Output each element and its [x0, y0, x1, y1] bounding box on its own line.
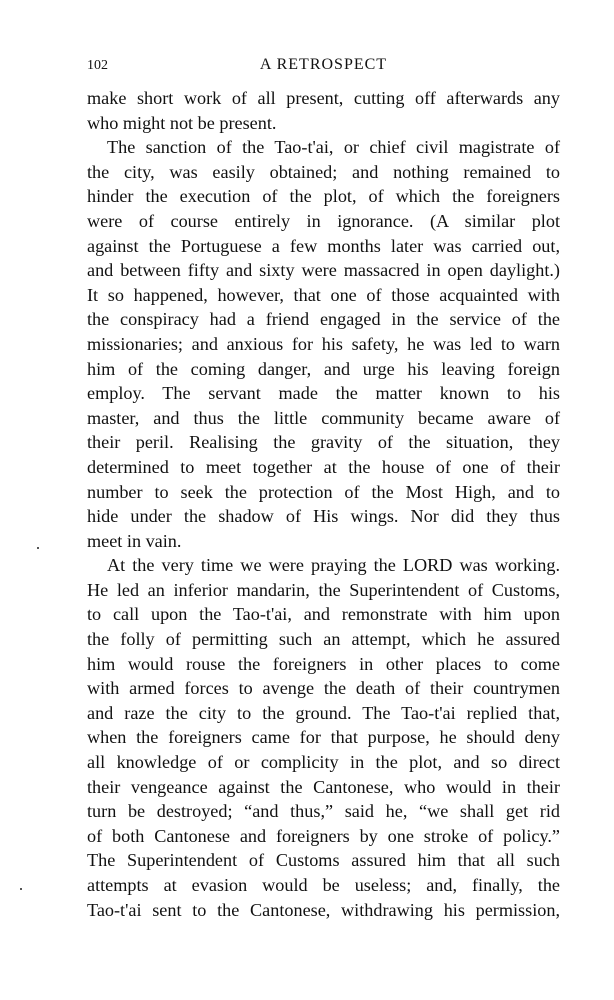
page-body-text	[87, 86, 560, 922]
running-title: A RETROSPECT	[259, 56, 388, 73]
text-line: number to seek the protection of the Most High, and to	[87, 481, 560, 502]
text-line: hide under the shadow of His wings. Nor did they thus	[87, 506, 560, 527]
text-line: against the Portuguese a few months later was carried out,	[87, 235, 560, 256]
text-line: the folly of permitting such an attempt, which he assured	[87, 629, 560, 650]
text-line: It so happened, however, that one of those acquainted with	[87, 284, 560, 305]
text-line: and raze the city to the ground. The Tao-t'ai replied that,	[87, 702, 560, 723]
text-line: when the foreigners came for that purpose, he should deny	[87, 727, 560, 748]
text-line: meet in vain.	[87, 530, 182, 551]
text-line: to call upon the Tao-t'ai, and remonstrate with him upon	[87, 604, 560, 625]
text-line: and between fifty and sixty were massacred in open daylight.)	[87, 260, 560, 281]
text-line: of both Cantonese and foreigners by one stroke of policy.”	[87, 825, 560, 846]
running-header	[87, 56, 560, 78]
text-line: him of the coming danger, and urge his leaving foreign	[87, 358, 560, 379]
text-line: make short work of all present, cutting off afterwards any	[87, 88, 560, 108]
text-line: At the very time we were praying the LORD was working.	[107, 555, 560, 576]
text-line: missionaries; and anxious for his safety, he was led to warn	[87, 333, 560, 354]
text-line: He led an inferior mandarin, the Superintendent of Customs,	[87, 579, 560, 600]
text-line: the city, was easily obtained; and nothing remained to	[87, 161, 560, 182]
text-line: hinder the execution of the plot, of which the foreigners	[87, 186, 560, 207]
text-line: all knowledge of or complicity in the plot, and so direct	[87, 752, 560, 773]
text-line: the conspiracy had a friend engaged in the service of the	[87, 309, 560, 330]
text-line: The Superintendent of Customs assured him that all such	[87, 850, 560, 871]
text-line: with armed forces to avenge the death of their countrymen	[87, 678, 560, 699]
scan-speck	[20, 888, 22, 890]
text-line: turn be destroyed; “and thus,” said he, “we shall get rid	[87, 801, 560, 822]
text-line: who might not be present.	[87, 112, 277, 133]
text-line: were of course entirely in ignorance. (A similar plot	[87, 210, 560, 231]
text-line: master, and thus the little community became aware of	[87, 407, 560, 428]
text-line: their peril. Realising the gravity of the situation, they	[87, 432, 560, 453]
text-line: him would rouse the foreigners in other places to come	[87, 653, 560, 674]
page-number: 102	[87, 58, 108, 73]
text-line: The sanction of the Tao-t'ai, or chief civil magistrate of	[107, 137, 560, 158]
text-line: Tao-t'ai sent to the Cantonese, withdrawing his permission,	[87, 899, 560, 920]
text-line: their vengeance against the Cantonese, who would in their	[87, 776, 560, 797]
text-line: attempts at evasion would be useless; and, finally, the	[87, 875, 560, 895]
text-line: employ. The servant made the matter known to his	[87, 383, 560, 404]
text-line: determined to meet together at the house of one of their	[87, 456, 560, 477]
scan-speck	[37, 547, 39, 549]
